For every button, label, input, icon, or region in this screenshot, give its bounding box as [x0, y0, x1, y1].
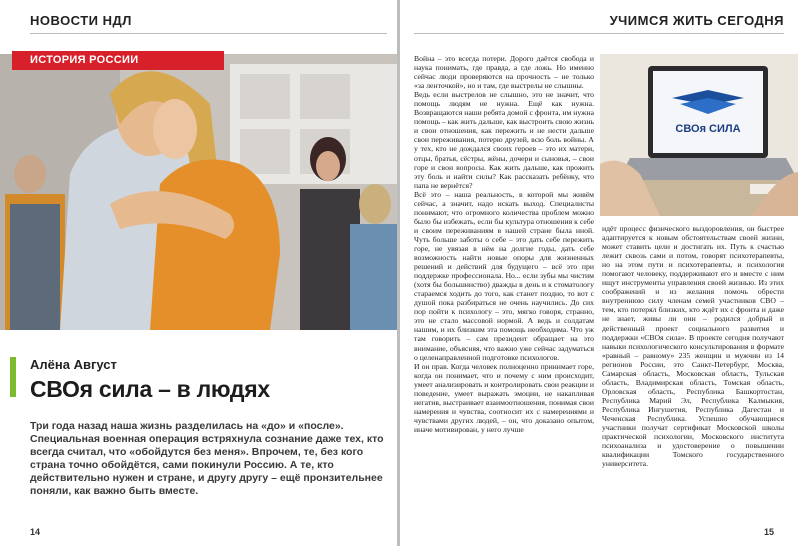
- author-name: Алёна Август: [30, 357, 117, 372]
- column-1-paragraph: Война – это всегда потери. Дорого даётся свобода и наука понимать, где правда, а где ложь. Но именно сейчас люди проверяются на прочность – не только «за ленточкой», но и там, где выстрелы не слышны.: [414, 54, 594, 91]
- section-title-right: УЧИМСЯ ЖИТЬ СЕГОДНЯ: [609, 13, 784, 28]
- right-page: [400, 0, 798, 546]
- header-rule-right: [414, 33, 784, 34]
- left-page: [0, 0, 397, 546]
- article-column-1: [414, 54, 594, 434]
- laptop-illustration: [600, 54, 798, 216]
- page-number-left: 14: [30, 527, 41, 537]
- article-headline: СВОя сила – в людях: [30, 376, 270, 402]
- header-rule-left: [30, 33, 387, 34]
- logo-text: СВОя СИЛА: [675, 123, 741, 135]
- article-lead: Три года назад наша жизнь разделилась на «до» и «после». Специальная военная операция встряхнула сознание даже тех, кто всегда считал, что «обойдутся без меня». Впрочем, те, без кого страна точно обойдётся, сами покинули Россию. А те, кто действительно нужен и стране, и другу другу – ещё пронзительнее поняли, как важно быть вместе.: [30, 420, 384, 497]
- column-1-paragraph: Ведь если выстрелов не слышно, это не значит, что помощь людям не нужна. Ещё как нужна. Возвращаются наши ребята домой с фронта, им нужна помощь – как жить дальше, как выстроить свою жизнь и свои отношения, как пережить и не нести дальше свои переживания, потерю друзей, всю боль войны. А у тех, кто не дождался своих героев – это их матери, отцы, братья, сёстры, жёны, дочери и сыновья, – свои горе и свои вопросы. Как жить дальше, как прожить эту боль и найти силы? Как рассказать ребёнку, что папа не вернётся?: [414, 90, 594, 190]
- accent-bar: [10, 357, 16, 397]
- page-number-right: 15: [763, 527, 774, 537]
- hug-photo: [0, 54, 397, 330]
- column-2-paragraph: идёт процесс физического выздоровления, он быстрее адаптируется к новым обстоятельствам своей жизни, может ставить цели и достигать их. Путь к счастью лежит сквозь сами и потом, говорят психотерапевты, но на этом пути и психотерапевты, и психология помогают человеку, поддерживают его и вместе с ним ищут инструменты управления своей жизнью. Из этих соображений и из желания помочь обрести внутреннюю силу членам семей участников СВО – тем, кто потерял близких, кто ждёт их с фронта и даже не знает, живы ли они – родился добрый и действенный проект социального развития и поддержки «СВОя сила». В проекте сегодня получают навыки психологического консультирования в формате «равный – равному» 235 женщин и мужчин из 14 регионов России, это Санкт-Петербург, Москва, Самарская область, Московская область, Тульская область, Владимирская область, Томская область, Орловская область, Республика Башкортостан, Республика Марий Эл, Республика Калмыкия, Республика Ингушетия, Республика Дагестан и Чеченская Республика. Успешно обучающиеся участники получат сертификат Московской школы практической психологии, Московского института психоанализа и удостоверение о повышении квалификации Томского государственного университета.: [602, 224, 784, 469]
- category-badge: ИСТОРИЯ РОССИИ: [12, 51, 224, 70]
- article-column-2: [602, 224, 784, 468]
- laptop-photo: [600, 54, 798, 216]
- column-1-paragraph: И он прав. Когда человек полноценно принимает горе, когда он понимает, что и почему с ним происходит, умеет анализировать и контролировать свои реакции и поведение, умеет выражать эмоции, не накапливая негатив, выстраивает взаимоотношения, понимая свои намерения и чувства, соотносит их с намерениями и чувствами других людей, – он, что доказано опытом, иначе мотивирован, у него лучше: [414, 361, 594, 434]
- hug-photo-illustration: [0, 54, 397, 330]
- column-1-paragraph: Всё это – наша реальность, в которой мы живём сейчас, а значит, надо искать выход. Специалисты понимают, что огромного количества проблем можно было бы избежать, если бы культура отношения к себе и своим переживаниям в нашей стране была иной. Чуть больше заботы о себе – это дать себе пережить горе, не увязая в нём на долгие годы, дать себе возможность найти новые опоры для жизненных решений и действий для будущего – всё это при поддержке профессионала. Но... если зубы мы чистим (хотя бы большинство) дважды в день и к стоматологу стараемся ходить до того, как станет поздно, то вот с душой пока разбираться не очень научились. До сих пор пойти к психологу – это, мягко говоря, странно, это не стало массовой нормой. А ведь и солдатам нашим, и их близким эта помощь необходима. Что уж там говорить – сам президент обращает на это внимание, объясняя, что важно уже сейчас задуматься о целенаправленной подготовке психологов.: [414, 189, 594, 362]
- section-title-left: НОВОСТИ НДЛ: [30, 13, 132, 28]
